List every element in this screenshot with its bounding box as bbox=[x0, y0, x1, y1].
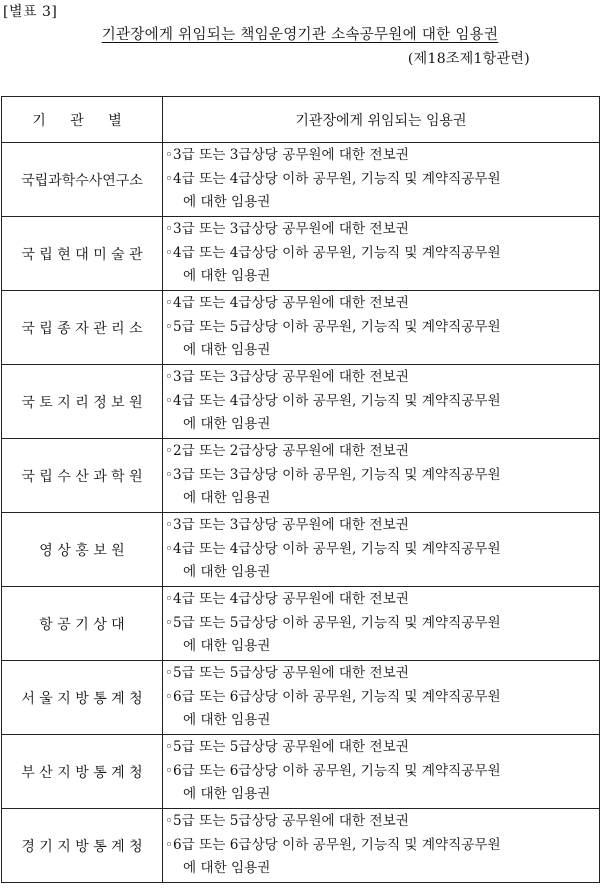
table-header-row bbox=[2, 97, 600, 143]
table-row bbox=[2, 587, 600, 661]
header-agency: 기 관 별 bbox=[2, 97, 163, 143]
authority-line: ◦4급 또는 4급상당 공무원에 대한 전보권 bbox=[165, 591, 409, 608]
document-title: 기관장에게 위임되는 책임운영기관 소속공무원에 대한 임용권 bbox=[101, 27, 499, 43]
authority-line: 에 대한 임용권 bbox=[183, 490, 271, 507]
agency-cell: 국립과학수사연구소 bbox=[2, 143, 163, 217]
agency-cell: 경 기 지 방 통 계 청 bbox=[2, 809, 163, 883]
authority-cell bbox=[163, 365, 600, 439]
authority-line: ◦5급 또는 5급상당 공무원에 대한 전보권 bbox=[165, 813, 409, 830]
table-row bbox=[2, 439, 600, 513]
table-row bbox=[2, 143, 600, 217]
authority-cell bbox=[163, 291, 600, 365]
table-row bbox=[2, 365, 600, 439]
authority-line: ◦4급 또는 4급상당 이하 공무원, 기능직 및 계약직공무원 bbox=[165, 244, 501, 261]
agency-cell: 서 울 지 방 통 계 청 bbox=[2, 661, 163, 735]
authority-line: ◦5급 또는 5급상당 공무원에 대한 전보권 bbox=[165, 739, 409, 756]
authority-line: ◦5급 또는 5급상당 이하 공무원, 기능직 및 계약직공무원 bbox=[165, 318, 501, 335]
header-authority: 기관장에게 위임되는 임용권 bbox=[163, 97, 600, 143]
authority-cell bbox=[163, 439, 600, 513]
authority-line: ◦6급 또는 6급상당 이하 공무원, 기능직 및 계약직공무원 bbox=[165, 762, 501, 779]
authority-line: ◦3급 또는 3급상당 공무원에 대한 전보권 bbox=[165, 517, 409, 534]
authority-cell bbox=[163, 143, 600, 217]
authority-line: 에 대한 임용권 bbox=[183, 416, 271, 433]
table-row bbox=[2, 513, 600, 587]
agency-cell: 국 립 종 자 관 리 소 bbox=[2, 291, 163, 365]
authority-line: 에 대한 임용권 bbox=[183, 194, 271, 211]
agency-cell: 국 토 지 리 정 보 원 bbox=[2, 365, 163, 439]
authority-line: ◦3급 또는 3급상당 공무원에 대한 전보권 bbox=[165, 221, 409, 238]
authority-cell bbox=[163, 217, 600, 291]
document-subtitle: (제18조제1항관련) bbox=[407, 51, 530, 67]
authority-cell bbox=[163, 735, 600, 809]
authority-cell bbox=[163, 513, 600, 587]
table-row bbox=[2, 735, 600, 809]
table-row bbox=[2, 217, 600, 291]
authority-line: ◦4급 또는 4급상당 공무원에 대한 전보권 bbox=[165, 295, 409, 312]
authority-line: 에 대한 임용권 bbox=[183, 860, 271, 877]
authority-cell bbox=[163, 809, 600, 883]
authority-line: 에 대한 임용권 bbox=[183, 786, 271, 803]
authority-line: ◦3급 또는 3급상당 공무원에 대한 전보권 bbox=[165, 147, 409, 164]
agency-cell: 부 산 지 방 통 계 청 bbox=[2, 735, 163, 809]
authority-line: 에 대한 임용권 bbox=[183, 342, 271, 359]
authority-line: ◦5급 또는 5급상당 공무원에 대한 전보권 bbox=[165, 665, 409, 682]
authority-line: ◦3급 또는 3급상당 이하 공무원, 기능직 및 계약직공무원 bbox=[165, 466, 501, 483]
table-row bbox=[2, 661, 600, 735]
agency-cell: 국 립 현 대 미 술 관 bbox=[2, 217, 163, 291]
authority-line: ◦4급 또는 4급상당 이하 공무원, 기능직 및 계약직공무원 bbox=[165, 170, 501, 187]
document-title-wrap bbox=[0, 23, 600, 44]
authority-line: 에 대한 임용권 bbox=[183, 564, 271, 581]
table-row bbox=[2, 809, 600, 883]
authority-line: ◦3급 또는 3급상당 공무원에 대한 전보권 bbox=[165, 369, 409, 386]
authority-cell bbox=[163, 587, 600, 661]
authority-line: 에 대한 임용권 bbox=[183, 268, 271, 285]
authority-line: ◦6급 또는 6급상당 이하 공무원, 기능직 및 계약직공무원 bbox=[165, 688, 501, 705]
agency-cell: 영 상 홍 보 원 bbox=[2, 513, 163, 587]
agency-cell: 국 립 수 산 과 학 원 bbox=[2, 439, 163, 513]
annex-label: [별표 3] bbox=[3, 4, 58, 20]
authority-line: ◦5급 또는 5급상당 이하 공무원, 기능직 및 계약직공무원 bbox=[165, 614, 501, 631]
authority-line: ◦6급 또는 6급상당 이하 공무원, 기능직 및 계약직공무원 bbox=[165, 836, 501, 853]
agency-cell: 항 공 기 상 대 bbox=[2, 587, 163, 661]
authority-line: 에 대한 임용권 bbox=[183, 712, 271, 729]
authority-cell bbox=[163, 661, 600, 735]
table-row bbox=[2, 291, 600, 365]
authority-line: 에 대한 임용권 bbox=[183, 638, 271, 655]
authority-line: ◦4급 또는 4급상당 이하 공무원, 기능직 및 계약직공무원 bbox=[165, 540, 501, 557]
delegation-table bbox=[1, 96, 600, 883]
authority-line: ◦2급 또는 2급상당 공무원에 대한 전보권 bbox=[165, 443, 409, 460]
authority-line: ◦4급 또는 4급상당 이하 공무원, 기능직 및 계약직공무원 bbox=[165, 392, 501, 409]
